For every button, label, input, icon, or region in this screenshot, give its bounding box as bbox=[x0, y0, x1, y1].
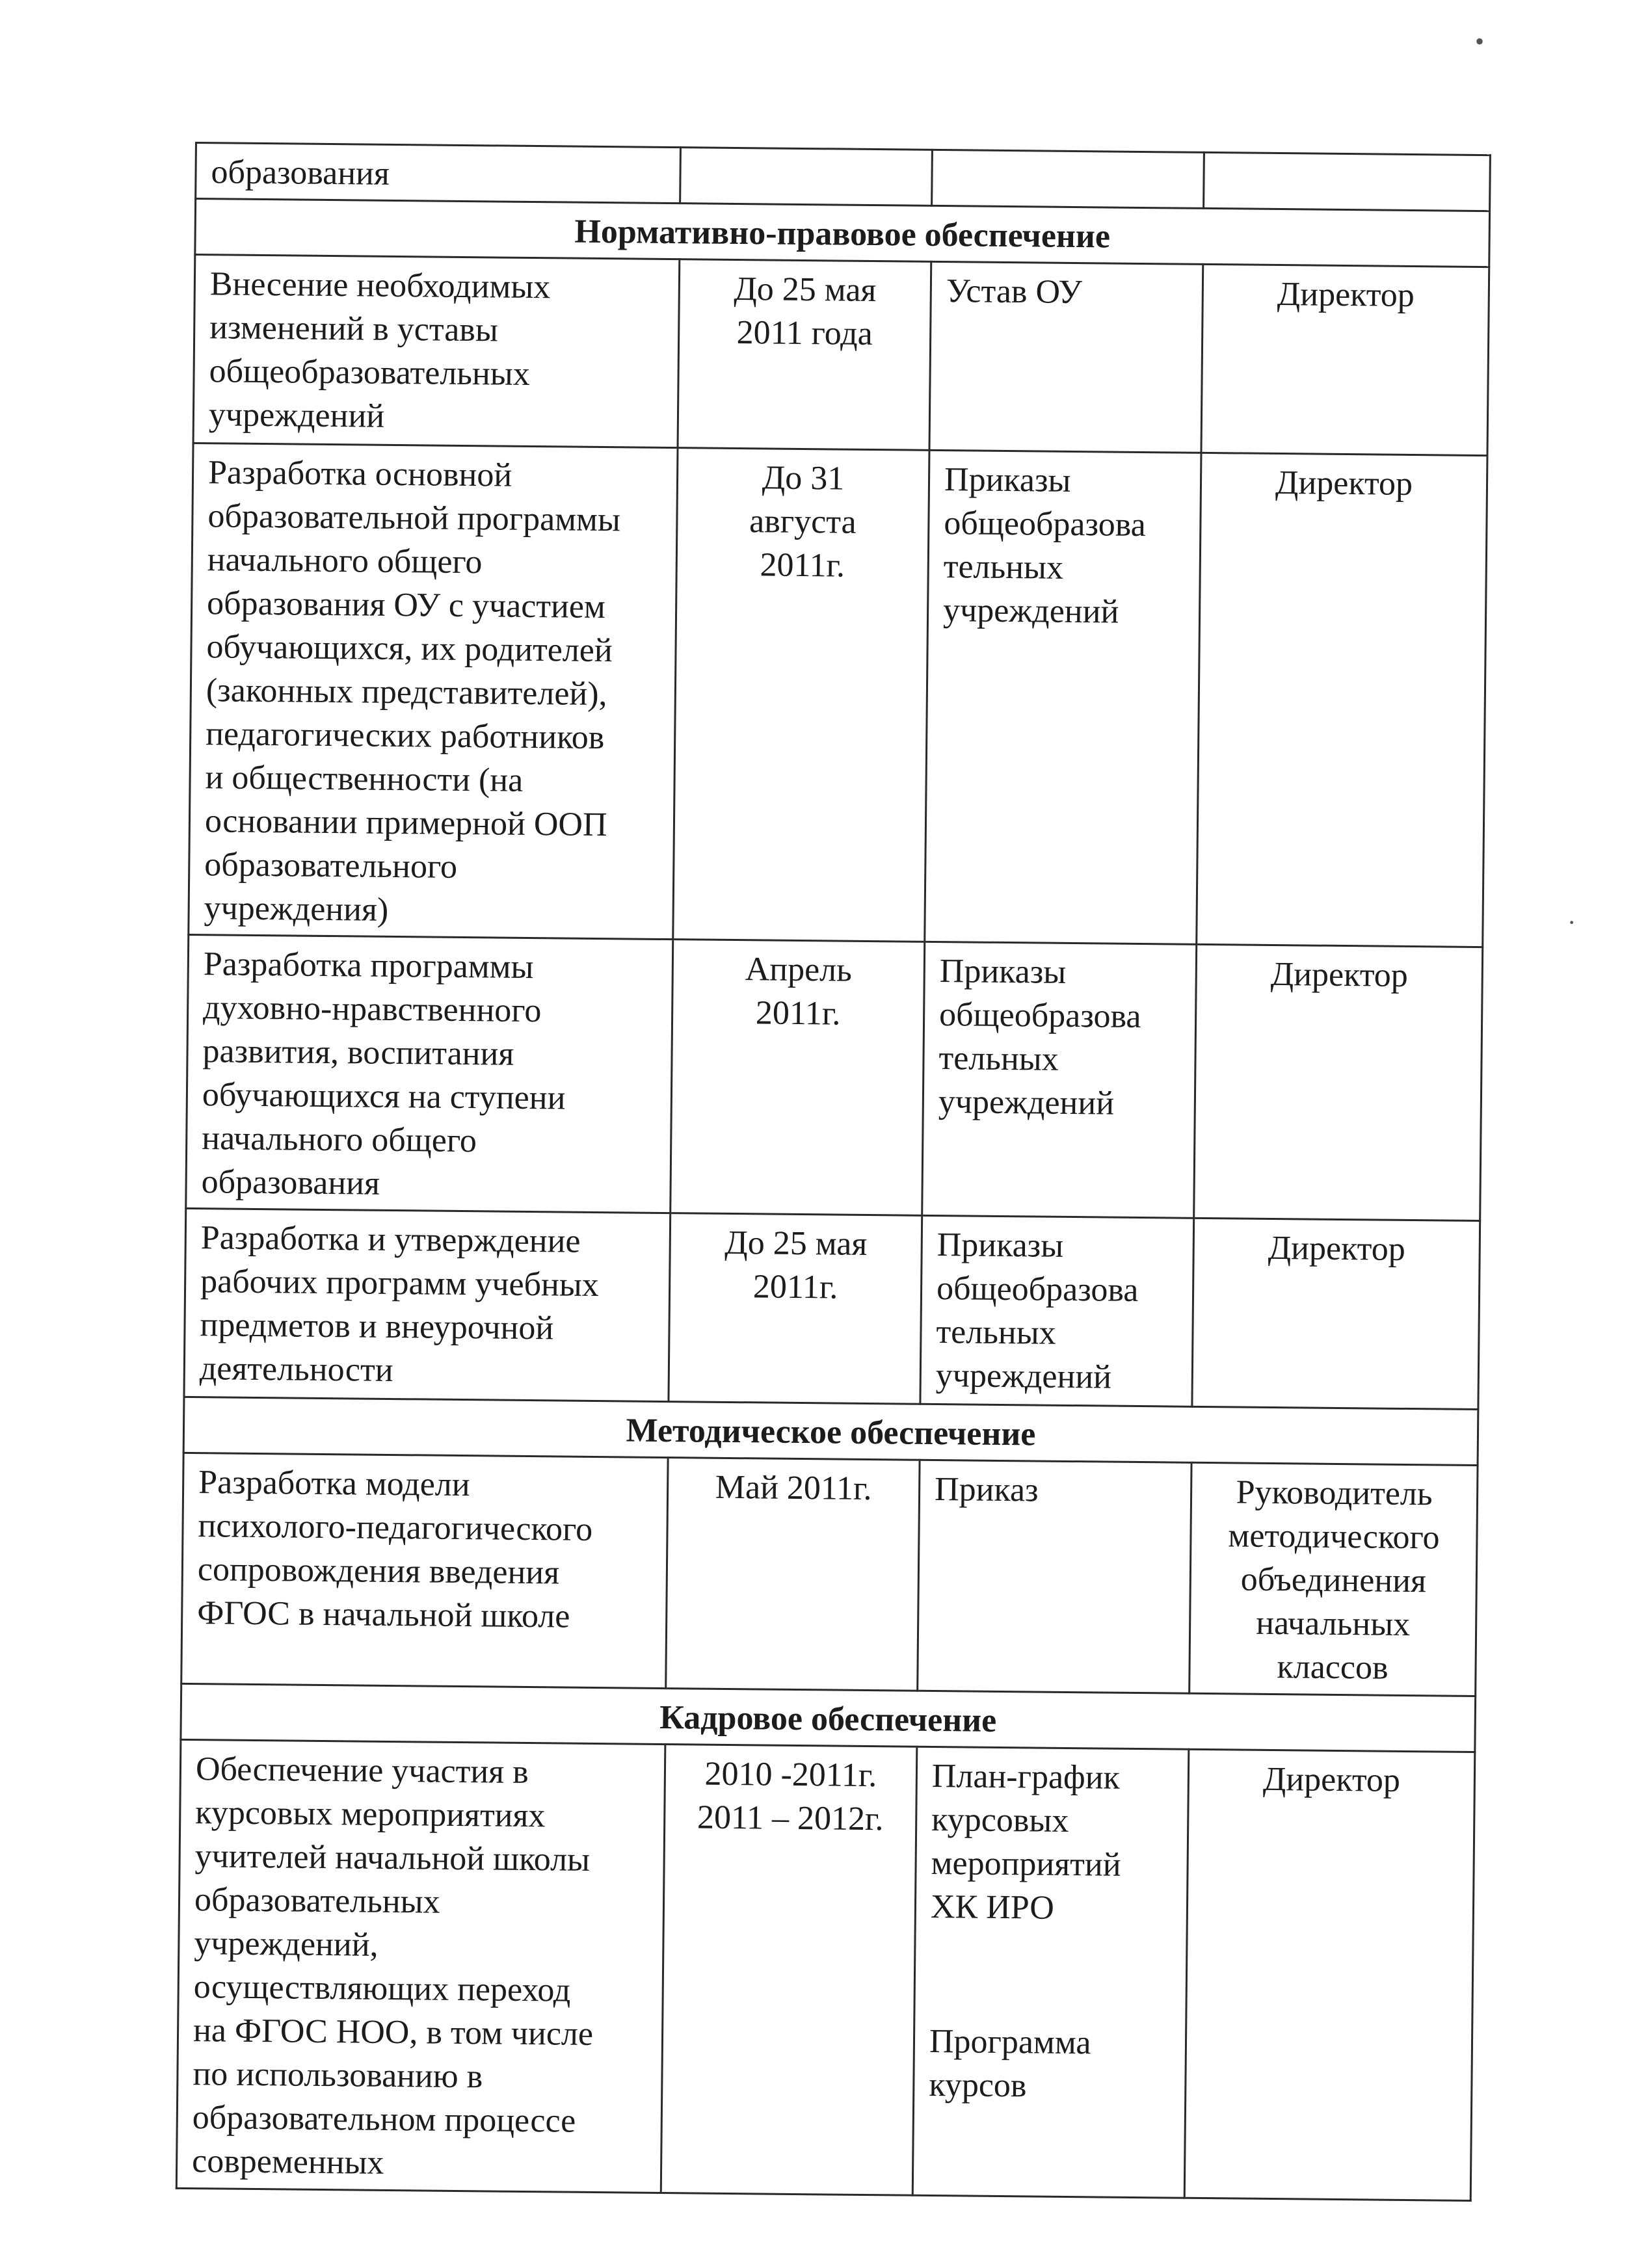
text-line: Разработка модели bbox=[198, 1464, 470, 1504]
text-line: образовательном процессе bbox=[192, 2099, 576, 2140]
text-line: осуществляющих переход bbox=[193, 1968, 571, 2009]
task-cell bbox=[186, 934, 673, 1213]
text-line: До 25 мая bbox=[724, 1224, 868, 1263]
text-line: начального общего bbox=[202, 1120, 477, 1160]
text-line: рабочих программ учебных bbox=[200, 1263, 600, 1304]
text-line: 2011 – 2012г. bbox=[697, 1799, 884, 1838]
text-line: тельных bbox=[938, 1040, 1059, 1078]
text-line: учреждений bbox=[208, 396, 385, 435]
text-line: духовно-нравственного bbox=[202, 989, 542, 1030]
text-line: тельных bbox=[943, 548, 1064, 587]
deadline-cell bbox=[678, 259, 931, 451]
task-cell bbox=[189, 443, 678, 939]
text-line: тельных bbox=[936, 1313, 1056, 1352]
text-line: Апрель bbox=[745, 951, 853, 989]
text-line: Приказы bbox=[944, 461, 1071, 499]
table-row bbox=[184, 1208, 1480, 1409]
text-line: начальных bbox=[1255, 1604, 1411, 1644]
document-cell bbox=[920, 1215, 1194, 1406]
document-cell bbox=[929, 261, 1203, 453]
text-line: сопровождения введения bbox=[197, 1551, 560, 1592]
responsible-cell bbox=[1204, 152, 1491, 211]
text-line: Разработка программы bbox=[203, 945, 534, 986]
text-line: ХК ИРО bbox=[930, 1888, 1055, 1927]
text-line: образовательной программы bbox=[207, 497, 621, 539]
text-line: образования ОУ с участием bbox=[206, 585, 606, 626]
text-line: Май 2011г. bbox=[715, 1468, 872, 1508]
text-line: учреждений, bbox=[194, 1925, 379, 1964]
text-line: 2011 года bbox=[736, 314, 873, 353]
document-extra bbox=[929, 2020, 1171, 2109]
text-line: образовательного bbox=[204, 846, 458, 886]
text-line: обучающихся на ступени bbox=[202, 1076, 566, 1117]
text-line: курсов bbox=[929, 2066, 1027, 2105]
text-line: общеобразова bbox=[938, 996, 1141, 1036]
text-line: Директор bbox=[1275, 464, 1413, 503]
table-row bbox=[189, 443, 1487, 947]
deadline-cell bbox=[671, 940, 925, 1216]
deadline-cell bbox=[669, 1213, 922, 1404]
text-line: обучающихся, их родителей bbox=[206, 628, 613, 670]
section-title-normative: Нормативно-правовое обеспечение bbox=[195, 199, 1490, 267]
document-cell bbox=[918, 1460, 1191, 1693]
text-line: современных bbox=[191, 2143, 384, 2182]
table-row bbox=[193, 255, 1489, 456]
text-line: учреждения) bbox=[204, 890, 389, 929]
task-cell bbox=[181, 1453, 668, 1688]
document-cell bbox=[932, 150, 1204, 208]
text-line: Приказы bbox=[937, 1226, 1064, 1265]
text-line: Устав ОУ bbox=[946, 272, 1083, 311]
text-line: 2011г. bbox=[755, 994, 841, 1033]
responsible-cell bbox=[1192, 1218, 1480, 1409]
text-line: Директор bbox=[1277, 275, 1415, 315]
task-cell bbox=[176, 1739, 665, 2193]
document-cell bbox=[912, 1747, 1189, 2198]
text-line: изменений в уставы bbox=[209, 309, 499, 349]
text-line: Внесение необходимых bbox=[209, 265, 551, 306]
document-cell bbox=[922, 942, 1197, 1218]
task-cell bbox=[196, 143, 681, 204]
text-line: образовательных bbox=[194, 1881, 440, 1921]
text-line: курсовых bbox=[931, 1800, 1069, 1840]
text-line: Руководитель bbox=[1236, 1473, 1433, 1513]
text-line: План-график bbox=[931, 1757, 1121, 1797]
responsible-cell bbox=[1189, 1462, 1478, 1696]
text-line: 2011г. bbox=[760, 546, 845, 585]
text-line: методического bbox=[1228, 1517, 1440, 1557]
scan-dot-mark: • bbox=[1475, 27, 1485, 56]
text-line: Директор bbox=[1268, 1229, 1406, 1268]
text-line: Программа bbox=[929, 2022, 1091, 2062]
spacer bbox=[929, 1929, 1171, 2022]
implementation-plan-table bbox=[176, 142, 1491, 2202]
text-line: психолого-педагогического bbox=[198, 1507, 593, 1548]
text-line: Разработка и утверждение bbox=[200, 1219, 581, 1260]
text-line: общеобразова bbox=[936, 1270, 1139, 1310]
text-line: 2011г. bbox=[752, 1268, 838, 1306]
task-cell bbox=[193, 255, 680, 448]
text-line: общеобразова bbox=[944, 505, 1146, 544]
document-main bbox=[931, 1754, 1174, 1931]
text-line: мероприятий bbox=[931, 1844, 1121, 1884]
text-line: 2010 -2011г. bbox=[704, 1755, 877, 1795]
text-line: Директор bbox=[1270, 955, 1409, 994]
text-line: и общественности (на bbox=[205, 759, 524, 799]
text-line: основании примерной ООП bbox=[204, 802, 607, 844]
text-line: курсовых мероприятиях bbox=[195, 1794, 546, 1835]
text-line: Приказы bbox=[939, 953, 1067, 991]
text-line: Приказ bbox=[934, 1471, 1039, 1509]
scan-dot-mark: · bbox=[1567, 908, 1576, 937]
section-title-methodical: Методическое обеспечение bbox=[183, 1397, 1478, 1465]
text-line: До 25 мая bbox=[734, 270, 877, 310]
deadline-cell bbox=[680, 148, 933, 206]
text-line: (законных представителей), bbox=[206, 672, 607, 713]
text-line: по использованию в bbox=[193, 2055, 483, 2096]
section-title-staff: Кадровое обеспечение bbox=[181, 1683, 1476, 1752]
text-line: педагогических работников bbox=[205, 715, 605, 757]
text-line: учреждений bbox=[938, 1083, 1115, 1122]
text-line: августа bbox=[749, 503, 857, 541]
text-line: предметов и внеурочной bbox=[200, 1306, 554, 1347]
responsible-cell bbox=[1184, 1749, 1475, 2200]
deadline-cell bbox=[666, 1458, 920, 1691]
text-line: деятельности bbox=[199, 1350, 393, 1390]
table-row bbox=[176, 1739, 1475, 2200]
table-row bbox=[181, 1453, 1478, 1696]
deadline-cell bbox=[673, 448, 929, 942]
text-line: До 31 bbox=[762, 459, 845, 497]
table-row bbox=[186, 934, 1483, 1220]
text-line: ФГОС в начальной школе bbox=[197, 1594, 570, 1635]
document-cell bbox=[925, 450, 1201, 944]
text-line: начального общего bbox=[207, 541, 483, 581]
text-line: общеобразовательных bbox=[209, 352, 531, 393]
text-line: классов bbox=[1277, 1648, 1389, 1687]
text-line: развития, воспитания bbox=[202, 1033, 514, 1073]
responsible-cell bbox=[1194, 944, 1483, 1220]
text-line: на ФГОС НОО, в том числе bbox=[193, 2012, 594, 2053]
text-line: Разработка основной bbox=[207, 454, 512, 494]
text-line: объединения bbox=[1240, 1561, 1427, 1600]
text-line: учреждений bbox=[935, 1357, 1112, 1396]
text-line: образования bbox=[201, 1163, 380, 1202]
text-line: образования bbox=[211, 153, 390, 192]
text-line: Директор bbox=[1262, 1760, 1401, 1799]
text-line: учреждений bbox=[942, 592, 1119, 631]
text-line: Обеспечение участия в bbox=[195, 1750, 529, 1791]
responsible-cell bbox=[1197, 453, 1487, 947]
text-line: учителей начальной школы bbox=[194, 1838, 591, 1879]
task-cell bbox=[184, 1208, 671, 1401]
deadline-cell bbox=[661, 1745, 917, 2196]
responsible-cell bbox=[1201, 264, 1489, 455]
